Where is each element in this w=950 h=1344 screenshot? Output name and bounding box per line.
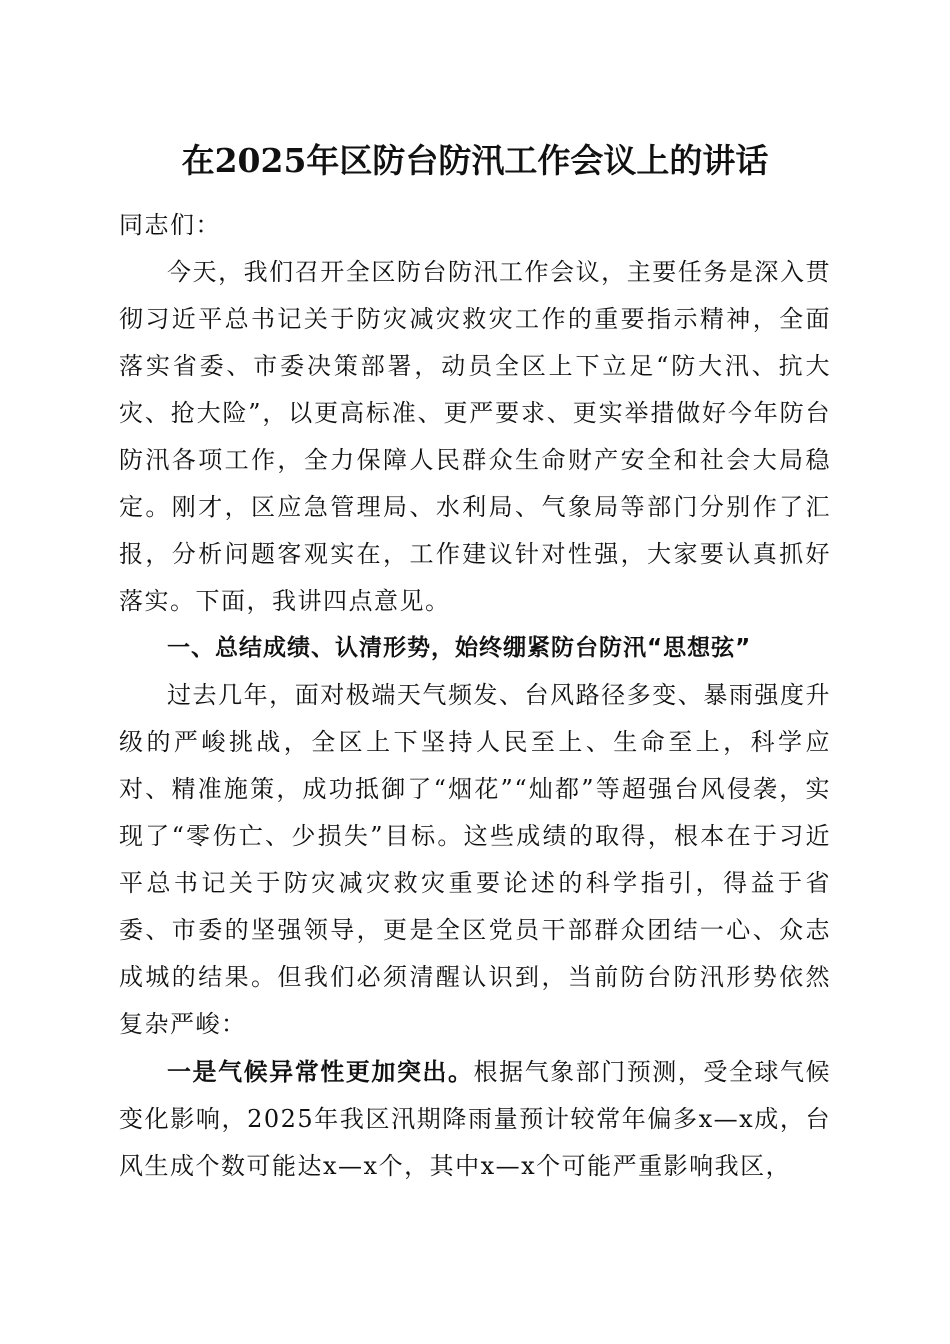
document-body xyxy=(119,202,831,1190)
point-1-lead: 一是气候异常性更加突出。 xyxy=(167,1057,474,1086)
section-1-paragraph: 过去几年，面对极端天气频发、台风路径多变、暴雨强度升级的严峻挑战，全区上下坚持人民至上、生命至上，科学应对、精准施策，成功抵御了“烟花”“灿都”等超强台风侵袭，实现了“零伤亡、少损失”目标。这些成绩的取得，根本在于习近平总书记关于防灾减灾救灾重要论述的科学指引，得益于省委、市委的坚强领导，更是全区党员干部群众团结一心、众志成城的结果。但我们必须清醒认识到，当前防台防汛形势依然复杂严峻： xyxy=(119,681,831,1038)
section-heading-1: 一、总结成绩、认清形势，始终绷紧防台防汛“思想弦” xyxy=(167,635,752,661)
intro-paragraph: 今天，我们召开全区防台防汛工作会议，主要任务是深入贯彻习近平总书记关于防灾减灾救灾工作的重要指示精神，全面落实省委、市委决策部署，动员全区上下立足“防大汛、抗大灾、抢大险”，以更高标准、更严要求、更实举措做好今年防台防汛各项工作，全力保障人民群众生命财产安全和社会大局稳定。刚才，区应急管理局、水利局、气象局等部门分别作了汇报，分析问题客观实在，工作建议针对性强，大家要认真抓好落实。下面，我讲四点意见。 xyxy=(119,258,831,615)
salutation: 同志们： xyxy=(119,211,221,239)
document-title: 在2025年区防台防汛工作会议上的讲话 xyxy=(181,141,769,180)
section-1-point-1 xyxy=(119,1048,831,1190)
point-1-text: 根据气象部门预测，受全球气候变化影响，2025年我区汛期降雨量预计较常年偏多x—x成，台风生成个数可能达x—x个，其中x—x个可能严重影响我区， xyxy=(119,1058,832,1180)
